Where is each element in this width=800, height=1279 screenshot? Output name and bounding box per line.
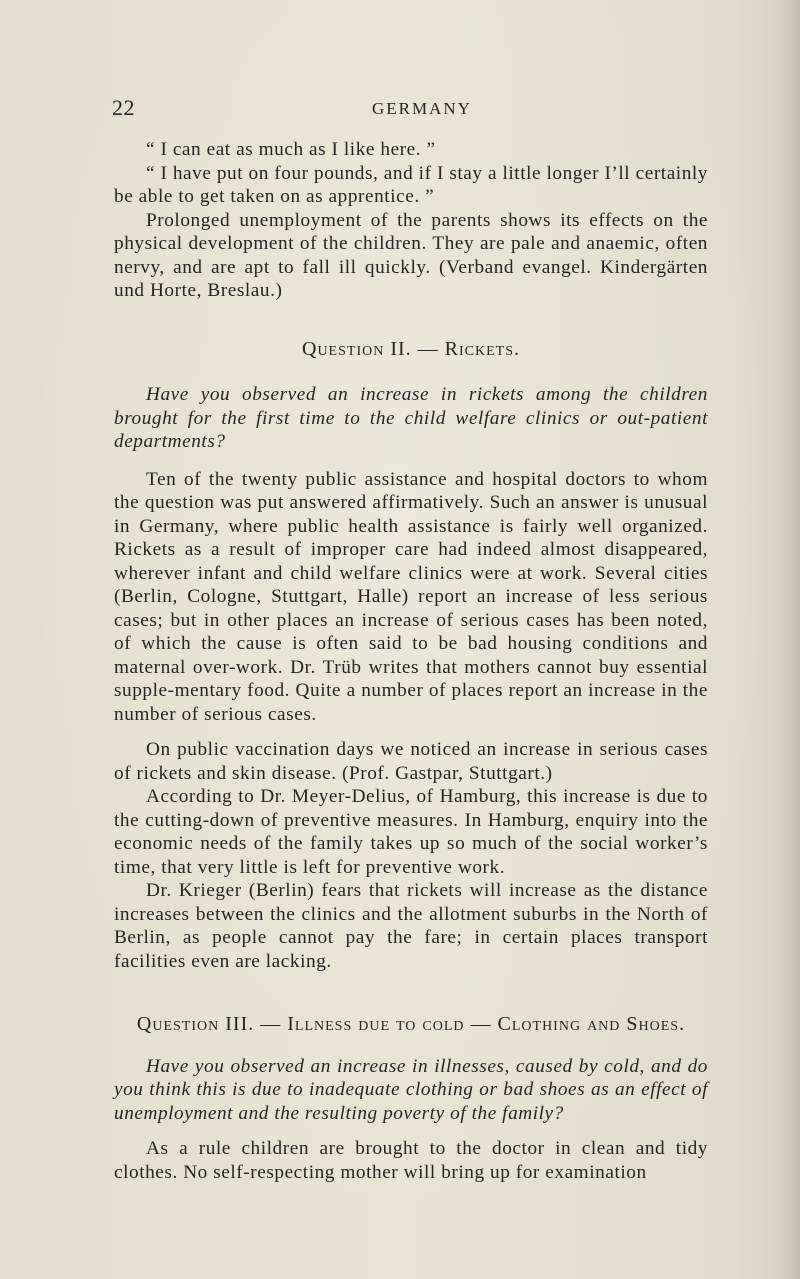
question-2-text: Have you observed an increase in rickets among the children brought for the first time to the child welfare clinics or out-patient departments? — [114, 384, 708, 452]
paragraph-vaccination-days: On public vaccination days we noticed an increase in serious cases of rickets and skin disease. (Prof. Gastpar, Stuttgart.) — [114, 739, 708, 784]
quote-1: “ I can eat as much as I like here. ” — [146, 139, 436, 160]
running-header — [0, 95, 800, 125]
body-text — [114, 138, 708, 1184]
page-number: 22 — [112, 95, 135, 120]
section-heading-question-3: Question III. — Illness due to cold — Clothing and Shoes. — [136, 1013, 686, 1035]
paragraph-rickets-answers: Ten of the twenty public assistance and hospital doctors to whom the question was put answered affirmatively. Such an answer is unusual in Germany, where public health assistance is fairly well organized. Rickets as a result of improper care had indeed almost disappeared, wherever infant and child welfare clinics were at work. Several cities (Berlin, Cologne, Stuttgart, Halle) report an increase of less serious cases; but in other places an increase of serious cases has been noted, of which the cause is often said to be bad housing conditions and maternal over-work. Dr. Trüb writes that mothers cannot buy essential supple-mentary food. Quite a number of places report an increase in the number of serious cases. — [114, 468, 708, 725]
paragraph-berlin: Dr. Krieger (Berlin) fears that rickets will increase as the distance increases between the clinics and the allotment suburbs in the North of Berlin, as people cannot pay the fare; in certain places transport facilities even are lacking. — [114, 880, 708, 972]
question-3-text: Have you observed an increase in illnesses, caused by cold, and do you think this is due to inadequate clothing or bad shoes as an effect of unemployment and the resulting poverty of the family? — [114, 1055, 708, 1124]
paragraph-clothing: As a rule children are brought to the doctor in clean and tidy clothes. No self-respecting mother will bring up for examination — [114, 1138, 708, 1183]
paragraph-unemployment-effects: Prolonged unemployment of the parents shows its effects on the physical development of the children. They are pale and anaemic, often nervy, and are apt to fall ill quickly. (Verband evangel. Kindergärten und Horte, Breslau.) — [114, 209, 708, 301]
section-heading-question-2: Question II. — Rickets. — [302, 337, 520, 360]
running-title: GERMANY — [372, 99, 472, 118]
quote-2: “ I have put on four pounds, and if I stay a little longer I’ll certainly be able to get taken on as apprentice. ” — [114, 162, 708, 207]
page-edge-shadow — [778, 0, 800, 1279]
paragraph-hamburg: According to Dr. Meyer-Delius, of Hamburg, this increase is due to the cutting-down of preventive measures. In Hamburg, enquiry into the economic needs of the family takes up so much of the social worker’s time, that very little is left for preventive work. — [114, 786, 708, 878]
